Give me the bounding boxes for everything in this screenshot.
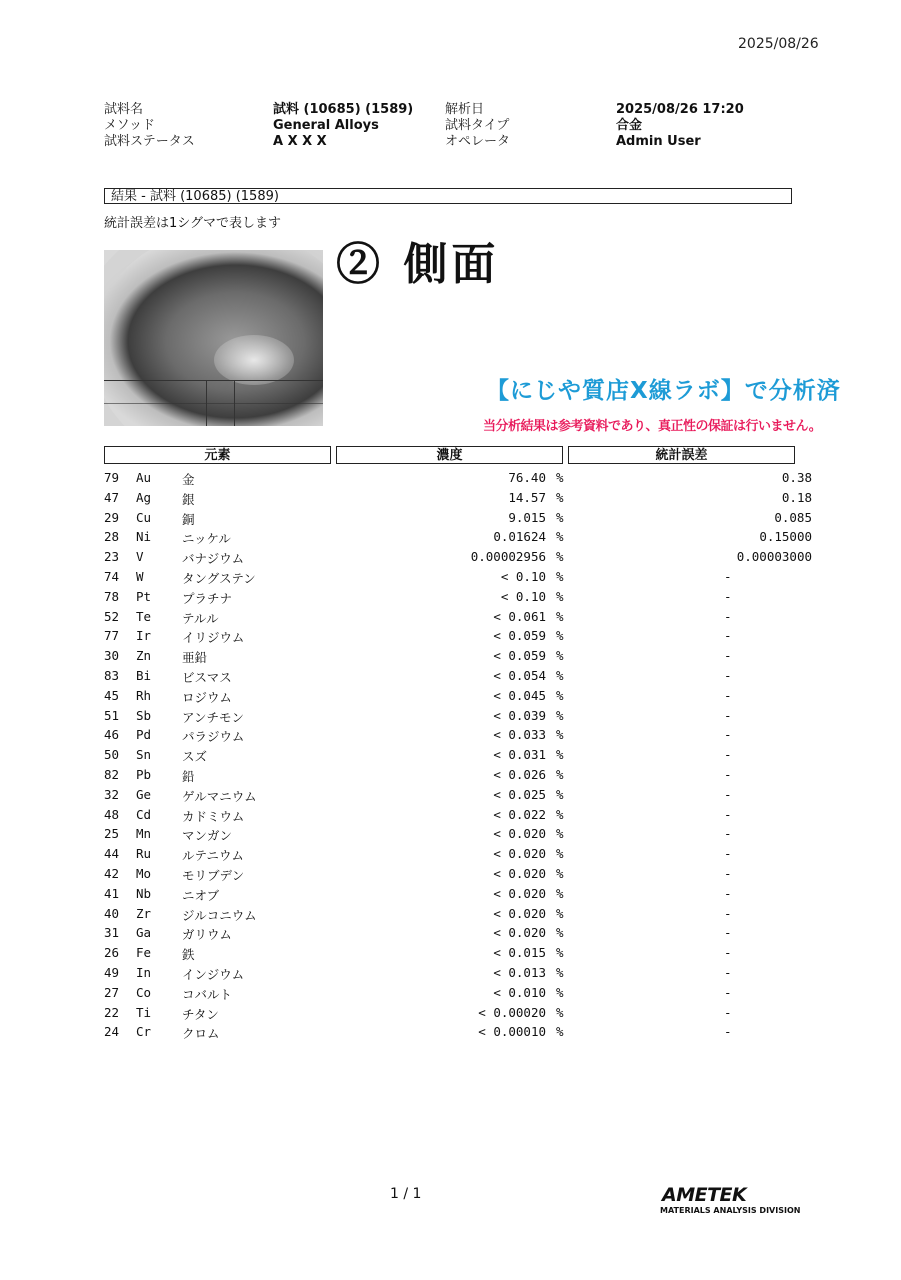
statistical-error: - — [724, 727, 732, 743]
unit: % — [556, 509, 564, 525]
element-symbol: Au — [136, 470, 152, 485]
lab-stamp-title: 【にじや質店X線ラボ】で分析済 — [486, 378, 841, 404]
statistical-error: 0.18 — [781, 489, 812, 505]
meta-left-labels — [104, 102, 195, 150]
unit: % — [556, 727, 564, 743]
element-name: 銅 — [182, 511, 195, 527]
element-symbol: Te — [136, 608, 152, 624]
concentration: 0.01624 — [493, 529, 546, 545]
atomic-number: 28 — [104, 529, 120, 545]
table-row — [104, 569, 804, 589]
statistical-error: - — [724, 865, 732, 881]
element-symbol: Pt — [136, 588, 152, 604]
element-name: モリブデン — [182, 867, 245, 883]
table-row — [104, 787, 804, 807]
unit: % — [556, 806, 564, 822]
concentration: 0.00002956 — [470, 549, 546, 565]
statistical-error: 0.38 — [781, 470, 812, 485]
element-symbol: Cr — [136, 1024, 152, 1040]
sample-type-value: 合金 — [616, 118, 643, 133]
table-row — [104, 767, 804, 787]
atomic-number: 47 — [104, 489, 120, 505]
atomic-number: 29 — [104, 509, 120, 525]
element-symbol: Ag — [136, 489, 152, 505]
atomic-number: 46 — [104, 727, 120, 743]
statistical-error: - — [724, 568, 732, 584]
element-name: タングステン — [182, 570, 256, 586]
unit: % — [556, 1024, 564, 1040]
concentration: < 0.020 — [493, 826, 546, 842]
table-row — [104, 509, 812, 530]
atomic-number: 82 — [104, 766, 120, 782]
meta-label: オペレータ — [445, 134, 511, 149]
element-symbol: Ru — [136, 846, 152, 862]
unit: % — [556, 667, 564, 683]
unit: % — [556, 568, 564, 584]
concentration: < 0.010 — [493, 984, 546, 1000]
element-name: クロム — [182, 1026, 220, 1042]
atomic-number: 26 — [104, 945, 120, 961]
element-name: 鉄 — [182, 947, 195, 963]
concentration: 14.57 — [508, 489, 546, 505]
analysis-date-value: 2025/08/26 17:20 — [616, 102, 744, 117]
concentration: < 0.020 — [493, 846, 546, 862]
header-element: 元素 — [104, 446, 331, 464]
table-row — [104, 965, 804, 985]
atomic-number: 22 — [104, 1004, 120, 1020]
statistical-error: - — [724, 925, 732, 941]
element-symbol: Sn — [136, 747, 152, 763]
table-row — [104, 866, 804, 886]
element-symbol: Fe — [136, 945, 152, 961]
unit: % — [556, 489, 564, 505]
operator-value: Admin User — [616, 134, 701, 149]
unit: % — [556, 628, 564, 644]
table-row — [104, 688, 804, 708]
atomic-number: 25 — [104, 826, 120, 842]
statistical-error: 0.15000 — [759, 529, 812, 545]
concentration: < 0.013 — [493, 964, 546, 980]
statistical-error: - — [724, 707, 732, 723]
logo-subtitle: MATERIALS ANALYSIS DIVISION — [660, 1206, 801, 1215]
statistical-error: - — [724, 747, 732, 763]
element-name: ガリウム — [182, 927, 232, 943]
results-table — [104, 470, 812, 1044]
concentration: < 0.026 — [493, 766, 546, 782]
concentration: < 0.020 — [493, 905, 546, 921]
table-row — [104, 727, 804, 747]
atomic-number: 50 — [104, 747, 120, 763]
atomic-number: 45 — [104, 687, 120, 703]
concentration: < 0.025 — [493, 786, 546, 802]
table-row — [104, 589, 804, 609]
element-symbol: In — [136, 964, 152, 980]
concentration: < 0.020 — [493, 925, 546, 941]
table-row — [104, 1005, 804, 1025]
statistical-error: - — [724, 628, 732, 644]
element-symbol: Pb — [136, 766, 152, 782]
table-row — [104, 945, 804, 965]
element-name: ルテニウム — [182, 848, 244, 864]
element-name: スズ — [182, 749, 208, 765]
concentration: < 0.059 — [493, 628, 546, 644]
element-symbol: Rh — [136, 687, 152, 703]
atomic-number: 27 — [104, 984, 120, 1000]
unit: % — [556, 865, 564, 881]
concentration: < 0.00020 — [478, 1004, 546, 1020]
element-name: 鉛 — [182, 768, 195, 784]
atomic-number: 24 — [104, 1024, 120, 1040]
element-name: ジルコニウム — [182, 907, 257, 923]
header-concentration: 濃度 — [336, 446, 563, 464]
table-row — [104, 628, 804, 648]
element-symbol: W — [136, 568, 144, 584]
table-row — [104, 846, 804, 866]
unit: % — [556, 984, 564, 1000]
concentration: 76.40 — [508, 470, 546, 485]
atomic-number: 77 — [104, 628, 120, 644]
meta-label: 試料名 — [104, 102, 144, 117]
atomic-number: 42 — [104, 865, 120, 881]
statistical-error: - — [724, 687, 732, 703]
concentration: < 0.031 — [493, 747, 546, 763]
statistical-error: - — [724, 826, 732, 842]
atomic-number: 30 — [104, 648, 120, 664]
page-number: 1 / 1 — [390, 1186, 422, 1202]
element-symbol: Ti — [136, 1004, 152, 1020]
statistical-error: - — [724, 905, 732, 921]
statistical-error: - — [724, 1024, 732, 1040]
concentration: < 0.015 — [493, 945, 546, 961]
table-row — [104, 985, 804, 1005]
atomic-number: 78 — [104, 588, 120, 604]
concentration: < 0.020 — [493, 865, 546, 881]
statistical-error: - — [724, 1004, 732, 1020]
concentration: < 0.00010 — [478, 1024, 546, 1040]
element-name: プラチナ — [182, 590, 233, 606]
statistical-error: - — [724, 608, 732, 624]
atomic-number: 79 — [104, 470, 120, 485]
unit: % — [556, 786, 564, 802]
table-row — [104, 708, 804, 728]
element-name: アンチモン — [182, 709, 245, 725]
concentration: < 0.033 — [493, 727, 546, 743]
meta-label: 試料タイプ — [445, 118, 510, 133]
unit: % — [556, 1004, 564, 1020]
element-name: コバルト — [182, 986, 233, 1002]
element-name: 銀 — [182, 491, 195, 507]
atomic-number: 52 — [104, 608, 120, 624]
unit: % — [556, 588, 564, 604]
element-name: 亜鉛 — [182, 650, 208, 666]
header-error: 統計誤差 — [568, 446, 795, 464]
atomic-number: 40 — [104, 905, 120, 921]
statistical-error: - — [724, 984, 732, 1000]
unit: % — [556, 529, 564, 545]
statistical-error: - — [724, 945, 732, 961]
unit: % — [556, 905, 564, 921]
element-name: カドミウム — [182, 808, 245, 824]
statistical-error: 0.085 — [774, 509, 812, 525]
element-name: ニッケル — [182, 531, 231, 547]
concentration: < 0.022 — [493, 806, 546, 822]
atomic-number: 48 — [104, 806, 120, 822]
unit: % — [556, 747, 564, 763]
statistical-error: - — [724, 766, 732, 782]
table-row — [104, 886, 804, 906]
element-name: ビスマス — [182, 669, 232, 685]
atomic-number: 31 — [104, 925, 120, 941]
table-row — [104, 747, 804, 767]
concentration: < 0.059 — [493, 648, 546, 664]
handwritten-note: ② 側面 — [336, 239, 500, 290]
unit: % — [556, 648, 564, 664]
atomic-number: 49 — [104, 964, 120, 980]
table-row — [104, 609, 804, 629]
element-symbol: Co — [136, 984, 152, 1000]
atomic-number: 44 — [104, 846, 120, 862]
table-row — [104, 549, 812, 569]
table-row — [104, 668, 804, 688]
element-symbol: Ga — [136, 925, 152, 941]
element-symbol: Cd — [136, 806, 152, 822]
atomic-number: 83 — [104, 667, 120, 683]
table-row — [104, 925, 804, 945]
concentration: < 0.020 — [493, 885, 546, 901]
concentration: 9.015 — [508, 509, 546, 525]
lab-stamp-disclaimer: 当分析結果は参考資料であり、真正性の保証は行いません。 — [483, 419, 822, 434]
ametek-logo: AMETEK — [662, 1184, 747, 1206]
element-symbol: Ge — [136, 786, 152, 802]
table-row — [104, 807, 804, 827]
element-name: ロジウム — [182, 689, 232, 705]
element-symbol: Cu — [136, 509, 152, 525]
sample-status-value: A X X X — [273, 134, 327, 149]
atomic-number: 41 — [104, 885, 120, 901]
concentration: < 0.10 — [500, 568, 546, 584]
sample-name-value: 試料 (10685) (1589) — [273, 102, 414, 117]
table-row — [104, 489, 812, 510]
statistical-error: - — [724, 786, 732, 802]
unit: % — [556, 925, 564, 941]
element-symbol: Zr — [136, 905, 152, 921]
table-row — [104, 529, 812, 549]
element-name: バナジウム — [182, 551, 245, 567]
element-name: インジウム — [182, 966, 245, 982]
concentration: < 0.061 — [493, 608, 546, 624]
result-title: 結果 - 試料 (10685) (1589) — [104, 188, 792, 204]
unit: % — [556, 846, 564, 862]
atomic-number: 32 — [104, 786, 120, 802]
statistical-error: - — [724, 667, 732, 683]
table-row — [104, 1024, 804, 1044]
element-symbol: Zn — [136, 648, 152, 664]
unit: % — [556, 707, 564, 723]
statistical-error: - — [724, 588, 732, 604]
meta-right-labels — [445, 102, 510, 150]
statistical-error: - — [724, 648, 732, 664]
element-name: テルル — [182, 610, 219, 626]
table-row — [104, 826, 804, 846]
meta-label: メソッド — [104, 118, 155, 133]
meta-right-values — [616, 102, 744, 150]
unit: % — [556, 945, 564, 961]
concentration: < 0.039 — [493, 707, 546, 723]
meta-label: 試料ステータス — [104, 134, 195, 149]
element-name: ニオブ — [182, 887, 220, 903]
element-symbol: Mo — [136, 865, 152, 881]
unit: % — [556, 964, 564, 980]
element-symbol: Ir — [136, 628, 152, 644]
meta-label: 解析日 — [445, 102, 485, 117]
element-symbol: Pd — [136, 727, 152, 743]
concentration: < 0.054 — [493, 667, 546, 683]
element-symbol: Mn — [136, 826, 152, 842]
unit: % — [556, 766, 564, 782]
sigma-note: 統計誤差は1シグマで表します — [104, 216, 282, 231]
element-name: イリジウム — [182, 630, 245, 646]
unit: % — [556, 885, 564, 901]
element-symbol: Ni — [136, 529, 152, 545]
element-name: マンガン — [182, 828, 233, 844]
element-symbol: V — [136, 549, 144, 565]
statistical-error: 0.00003000 — [736, 549, 812, 565]
table-row — [104, 906, 804, 926]
element-symbol: Bi — [136, 667, 152, 683]
table-row — [104, 470, 812, 490]
unit: % — [556, 549, 564, 565]
atomic-number: 74 — [104, 568, 120, 584]
atomic-number: 51 — [104, 707, 120, 723]
concentration: < 0.10 — [500, 588, 546, 604]
print-date: 2025/08/26 — [738, 36, 819, 52]
table-row — [104, 648, 804, 668]
element-name: 金 — [182, 472, 195, 487]
unit: % — [556, 608, 564, 624]
sample-photo — [104, 250, 323, 426]
element-symbol: Sb — [136, 707, 152, 723]
element-name: チタン — [182, 1006, 219, 1022]
statistical-error: - — [724, 964, 732, 980]
element-symbol: Nb — [136, 885, 152, 901]
unit: % — [556, 687, 564, 703]
statistical-error: - — [724, 846, 732, 862]
concentration: < 0.045 — [493, 687, 546, 703]
element-name: ゲルマニウム — [182, 788, 257, 804]
meta-left-values — [273, 102, 413, 150]
method-value: General Alloys — [273, 118, 379, 133]
unit: % — [556, 826, 564, 842]
atomic-number: 23 — [104, 549, 120, 565]
statistical-error: - — [724, 885, 732, 901]
unit: % — [556, 470, 564, 485]
element-name: パラジウム — [182, 729, 245, 745]
statistical-error: - — [724, 806, 732, 822]
